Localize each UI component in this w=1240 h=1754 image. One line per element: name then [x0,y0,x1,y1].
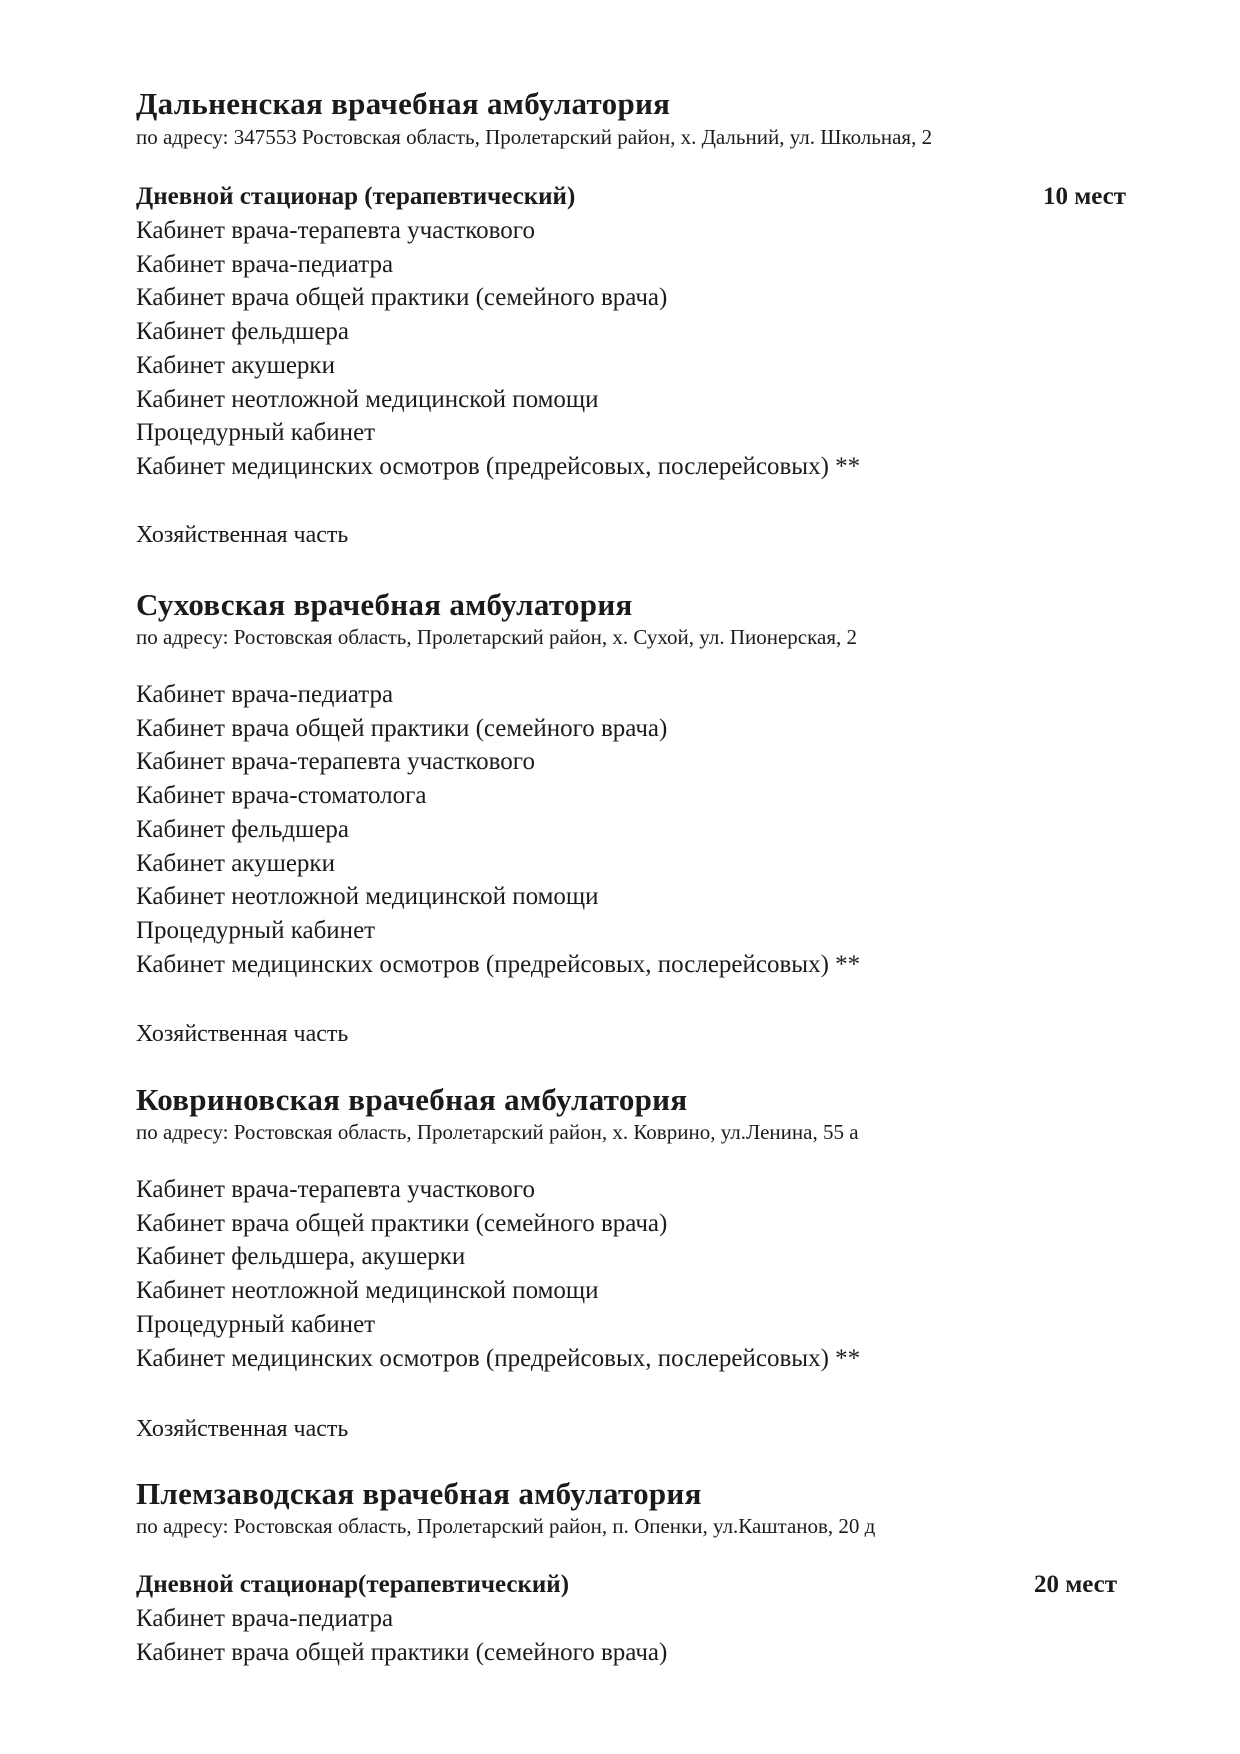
list-item: Кабинет врача общей практики (семейного врача) [136,1638,668,1666]
household-section: Хозяйственная часть [136,1416,349,1442]
list-item: Кабинет врача-терапевта участкового [136,1176,535,1203]
list-item: Кабинет неотложной медицинской помощи [136,1277,599,1305]
room-list [136,1602,667,1669]
day-hospital-row [136,1570,1117,1600]
list-item: Кабинет врача-стоматолога [136,782,427,810]
list-item: Кабинет фельдшера [136,318,350,346]
section-plemzavodskaya [136,1476,1126,1666]
list-item: Кабинет фельдшера, акушерки [136,1243,466,1271]
section-title: Племзаводская врачебная амбулатория [136,1476,702,1511]
section-dalnenskaya [136,86,1126,548]
section-address: по адресу: Ростовская область, Пролетарский район, п. Опенки, ул.Каштанов, 20 д [136,1514,876,1538]
day-hospital-name: Дневной стационар (терапевтический) [136,183,576,210]
room-list [136,1173,860,1375]
section-title: Дальненская врачебная амбулатория [136,86,671,121]
day-hospital-places: 20 мест [1033,1571,1117,1598]
room-list [136,678,860,981]
household-section: Хозяйственная часть [136,1021,349,1047]
list-item: Кабинет неотложной медицинской помощи [136,883,599,911]
day-hospital-row [136,182,1126,212]
list-item: Кабинет врача общей практики (семейного врача) [136,284,668,312]
list-item: Кабинет врача-педиатра [136,681,394,708]
list-item: Кабинет медицинских осмотров (предрейсовых, послерейсовых) ** [136,1344,861,1372]
section-title: Ковриновская врачебная амбулатория [136,1082,688,1117]
list-item: Кабинет акушерки [136,351,335,379]
list-item: Процедурный кабинет [136,916,376,944]
list-item: Кабинет врача общей практики (семейного врача) [136,1209,668,1237]
section-address: по адресу: Ростовская область, Пролетарский район, х. Сухой, ул. Пионерская, 2 [136,625,857,649]
section-sukhovskaya [136,587,1126,1047]
section-address: по адресу: Ростовская область, Пролетарский район, х. Коврино, ул.Ленина, 55 а [136,1120,859,1144]
list-item: Кабинет врача-терапевта участкового [136,748,535,776]
list-item: Кабинет врача-терапевта участкового [136,217,535,244]
list-item: Процедурный кабинет [136,1310,376,1338]
list-item: Кабинет акушерки [136,849,335,877]
list-item: Процедурный кабинет [136,419,376,447]
list-item: Кабинет врача общей практики (семейного врача) [136,714,668,742]
section-title: Суховская врачебная амбулатория [136,587,633,622]
section-address: по адресу: 347553 Ростовская область, Пролетарский район, х. Дальний, ул. Школьная, 2 [136,125,933,149]
day-hospital-places: 10 мест [1042,183,1126,210]
household-section: Хозяйственная часть [136,522,349,548]
list-item: Кабинет медицинских осмотров (предрейсовых, послерейсовых) ** [136,950,861,978]
list-item: Кабинет врача-педиатра [136,1605,394,1632]
list-item: Кабинет медицинских осмотров (предрейсовых, послерейсовых) ** [136,452,861,480]
list-item: Кабинет фельдшера [136,815,350,843]
list-item: Кабинет неотложной медицинской помощи [136,385,599,413]
room-list [136,214,860,484]
list-item: Кабинет врача-педиатра [136,250,394,278]
day-hospital-name: Дневной стационар(терапевтический) [136,1571,570,1598]
section-kovrinovskaya [136,1082,1126,1442]
